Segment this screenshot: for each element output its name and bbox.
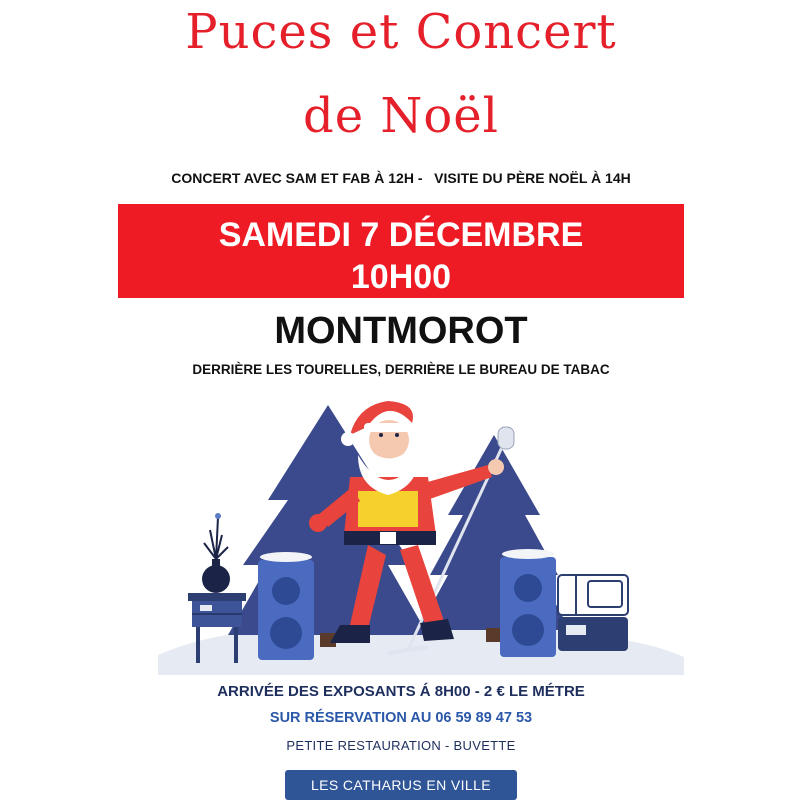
town-name: MONTMOROT — [274, 310, 528, 352]
santa-concert-illustration — [118, 395, 684, 675]
date-text: SAMEDI 7 DÉCEMBRE — [218, 216, 584, 254]
suitcase-icon — [558, 575, 628, 651]
address-text: DERRIÈRE LES TOURELLES, DERRIÈRE LE BUREAU DE TABAC — [192, 362, 610, 377]
vase-icon — [202, 513, 230, 593]
date-banner — [118, 204, 684, 298]
concert-subtitle: CONCERT AVEC SAM ET FAB À 12H - VISITE DU PÈRE NOËL À 14H — [171, 170, 631, 186]
time-text: 10H00 — [350, 258, 452, 296]
speaker-icon — [258, 552, 314, 660]
poster-title-line1: Puces et Concert — [185, 4, 617, 60]
poster — [118, 0, 684, 800]
organizer-badge: LES CATHARUS EN VILLE — [285, 770, 517, 800]
food-drinks: PETITE RESTAURATION - BUVETTE — [286, 738, 516, 753]
speaker-icon — [500, 549, 556, 657]
reservation-phone: SUR RÉSERVATION AU 06 59 89 47 53 — [269, 710, 533, 726]
poster-title-line2: de Noël — [302, 88, 500, 144]
exhibitor-arrival: ARRIVÉE DES EXPOSANTS Á 8H00 - 2 € LE MÉTRE — [217, 683, 585, 700]
